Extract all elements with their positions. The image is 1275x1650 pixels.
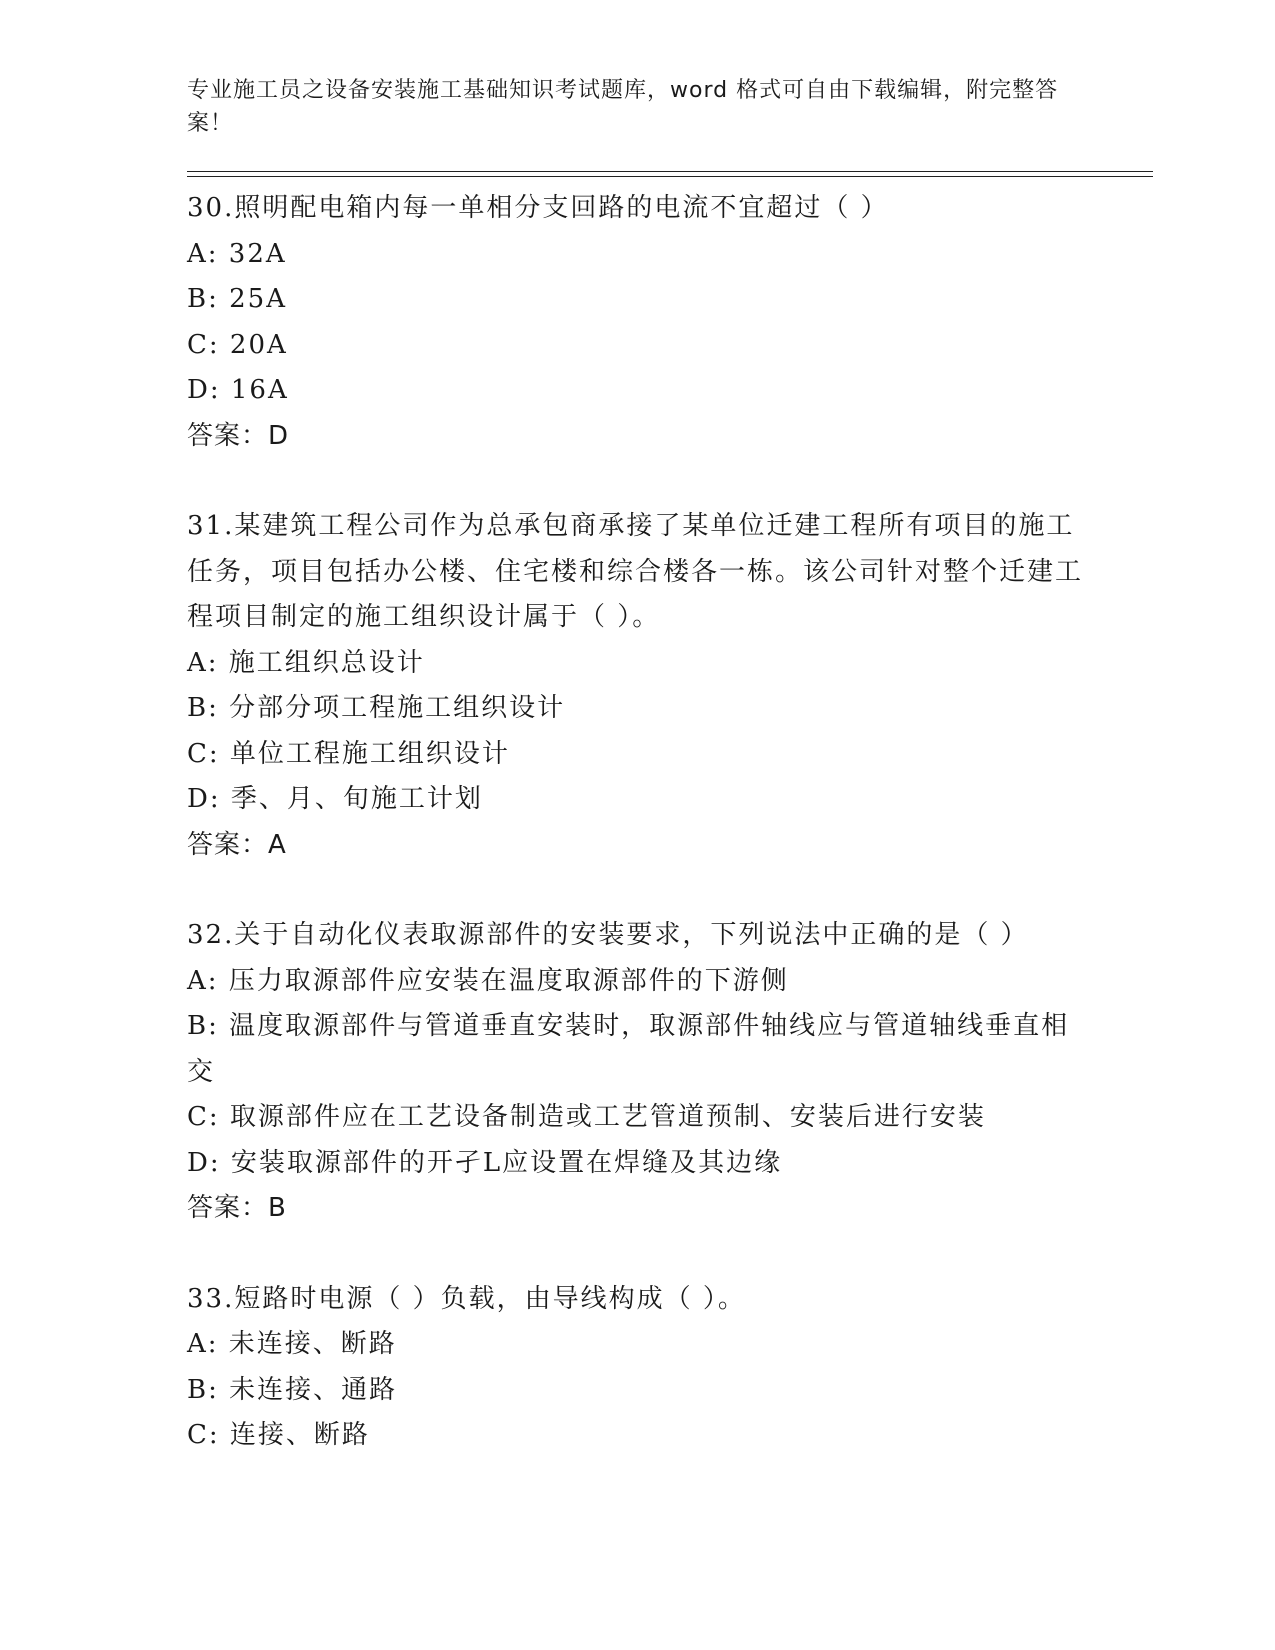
option-d: D: 季、月、旬施工计划 xyxy=(187,784,483,814)
question-spacer xyxy=(187,868,1087,913)
answer-label: 答案：D xyxy=(187,420,290,451)
option-a: A: 未连接、断路 xyxy=(187,1329,397,1359)
option-a: A: 32A xyxy=(187,238,287,269)
option-c: C: 取源部件应在工艺设备制造或工艺管道预制、安装后进行安装 xyxy=(187,1102,986,1132)
option-d: D: 安装取源部件的开孑L应设置在焊缝及其边缘 xyxy=(187,1147,783,1178)
answer-label: 答案：A xyxy=(187,829,287,860)
question-31 xyxy=(187,504,1087,868)
question-30 xyxy=(187,186,1087,459)
question-spacer xyxy=(187,1232,1087,1277)
option-a: A: 压力取源部件应安装在温度取源部件的下游侧 xyxy=(187,965,789,996)
question-list xyxy=(187,186,1087,1459)
option-c: C: 20A xyxy=(187,329,288,360)
option-d: D: 16A xyxy=(187,375,289,405)
option-c: C: 单位工程施工组织设计 xyxy=(187,738,510,769)
answer-label: 答案：B xyxy=(187,1193,287,1223)
question-stem: 33.短路时电源（ ）负载，由导线构成（ ）。 xyxy=(187,1283,746,1314)
question-32 xyxy=(187,913,1087,1232)
option-b: B: 分部分项工程施工组织设计 xyxy=(187,693,566,723)
question-stem: 31.某建筑工程公司作为总承包商承接了某单位迁建工程所有项目的施工任务，项目包括办公楼、住宅楼和综合楼各一栋。该公司针对整个迁建工程项目制定的施工组织设计属于（ ）。 xyxy=(187,511,1084,632)
option-c: C: 连接、断路 xyxy=(187,1420,370,1450)
header-divider-bottom xyxy=(187,176,1153,177)
question-33 xyxy=(187,1277,1087,1459)
header-divider-top xyxy=(187,171,1153,172)
option-b: B: 未连接、通路 xyxy=(187,1374,398,1405)
option-b: B: 25A xyxy=(187,284,287,314)
document-header: 专业施工员之设备安装施工基础知识考试题库，word 格式可自由下载编辑，附完整答案！ xyxy=(187,78,1059,136)
option-a: A: 施工组织总设计 xyxy=(187,647,425,678)
option-b: B: 温度取源部件与管道垂直安装时，取源部件轴线应与管道轴线垂直相交 xyxy=(187,1011,1070,1087)
question-stem: 32.关于自动化仪表取源部件的安装要求，下列说法中正确的是（ ） xyxy=(187,920,1029,950)
question-stem: 30.照明配电箱内每一单相分支回路的电流不宜超过（ ） xyxy=(187,193,889,223)
question-spacer xyxy=(187,459,1087,504)
